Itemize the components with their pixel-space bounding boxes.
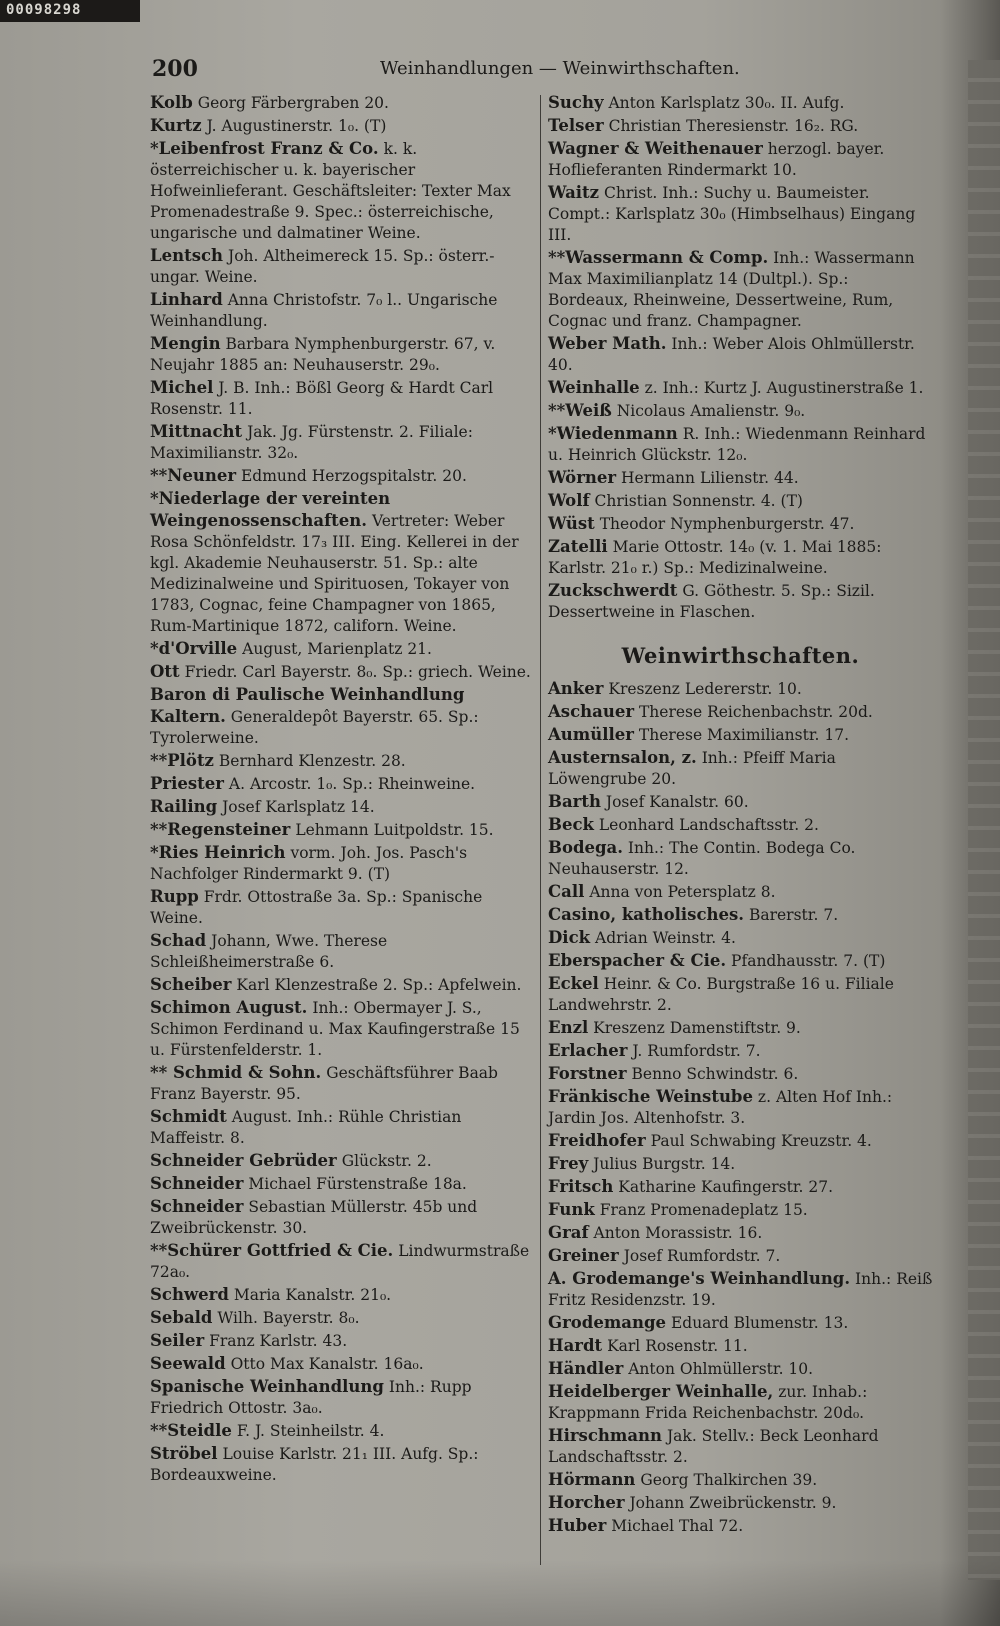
entry-name: Scheiber [150, 975, 232, 994]
entry-name: Wolf [548, 491, 590, 510]
entry-details: Christian Theresienstr. 16₂. RG. [608, 117, 859, 135]
directory-entry [548, 950, 933, 972]
directory-entry [548, 1130, 933, 1152]
directory-entry [548, 1469, 933, 1491]
entry-name: Zatelli [548, 537, 608, 556]
entry-details: Julius Burgstr. 14. [593, 1155, 736, 1173]
entry-name: Casino, katholisches. [548, 905, 745, 924]
entry-name: Wagner & Weithenauer [548, 139, 763, 158]
directory-entry [150, 638, 535, 660]
entry-name: *Ries Heinrich [150, 843, 286, 862]
entry-name: Spanische Weinhandlung [150, 1377, 384, 1396]
entry-name: Schimon August. [150, 998, 308, 1017]
entry-details: Josef Kanalstr. 60. [605, 793, 749, 811]
entry-details: z. Inh.: Kurtz J. Augustinerstraße 1. [644, 379, 924, 397]
entry-name: **Regensteiner [150, 820, 291, 839]
entry-name: Aschauer [548, 702, 635, 721]
directory-entry [150, 974, 535, 996]
weinwirthschaften-entries [548, 678, 933, 1537]
directory-entry [150, 138, 535, 244]
entry-details: Inh.: Wassermann Max Maximilianplatz 14 (Dultpl.). Sp.: Bordeaux, Rheinweine, Dessertweine, Rum, Cognac und franz. Champagner. [548, 249, 915, 330]
directory-entry [548, 1381, 933, 1424]
directory-entry [548, 1358, 933, 1380]
entry-details: G. Göthestr. 5. Sp.: Sizil. Dessertweine in Flaschen. [548, 582, 875, 621]
entry-details: Vertreter: Weber Rosa Schönfeldstr. 17₃ III. Eing. Kellerei in der kgl. Akademie Neuhauserstr. 51. Sp.: alte Medizinalweine und Spirituosen, Tokayer von 1783, Cognac, feine Champagner von 1865, Rum-Martinique 1872, californ. Weine. [150, 512, 519, 635]
entry-name: Greiner [548, 1246, 619, 1265]
entry-details: Georg Färbergraben 20. [197, 94, 389, 112]
column-divider [540, 95, 541, 1565]
directory-entry [150, 289, 535, 332]
directory-entry [150, 796, 535, 818]
directory-entry [548, 467, 933, 489]
directory-entry [150, 245, 535, 288]
directory-entry [150, 773, 535, 795]
entry-details: zur. Inhab.: Krappmann Frida Reichenbachstr. 20d₀. [548, 1383, 868, 1422]
directory-entry [150, 1330, 535, 1352]
directory-entry [150, 661, 535, 683]
entry-details: J. Augustinerstr. 1₀. (T) [206, 117, 387, 135]
directory-entry [548, 927, 933, 949]
entry-name: Austernsalon, z. [548, 748, 697, 767]
directory-entry [548, 1153, 933, 1175]
entry-name: **Steidle [150, 1421, 232, 1440]
entry-name: Mengin [150, 334, 221, 353]
entry-name: Ott [150, 662, 180, 681]
entry-name: Erlacher [548, 1041, 628, 1060]
entry-name: *d'Orville [150, 639, 238, 658]
entry-details: Inh.: Rupp Friedrich Ottostr. 3a₀. [150, 1378, 472, 1417]
entry-name: Grodemange [548, 1313, 667, 1332]
entry-details: Karl Klenzestraße 2. Sp.: Apfelwein. [236, 976, 522, 994]
page-number: 200 [152, 56, 198, 82]
directory-entry [548, 513, 933, 535]
entry-details: Michael Fürstenstraße 18a. [248, 1175, 467, 1193]
entry-details: Johann, Wwe. Therese Schleißheimerstraße 6. [150, 932, 388, 971]
entry-name: *Leibenfrost Franz & Co. [150, 139, 379, 158]
entry-name: Beck [548, 815, 594, 834]
entry-name: Bodega. [548, 838, 623, 857]
directory-entry [548, 1086, 933, 1129]
entry-details: Inh.: Reiß Fritz Residenzstr. 19. [548, 1270, 933, 1309]
entry-details: Benno Schwindstr. 6. [631, 1065, 799, 1083]
entry-name: Eckel [548, 974, 599, 993]
entry-details: Pfandhausstr. 7. (T) [731, 952, 886, 970]
entry-name: Railing [150, 797, 218, 816]
entry-name: **Plötz [150, 751, 214, 770]
right-column [548, 92, 933, 1538]
right-column-entries [548, 92, 933, 623]
directory-entry [548, 1312, 933, 1334]
entry-details: Frdr. Ottostraße 3a. Sp.: Spanische Weine. [150, 888, 483, 927]
entry-name: Weinhalle [548, 378, 640, 397]
entry-name: Ströbel [150, 1444, 218, 1463]
directory-entry [548, 791, 933, 813]
entry-name: Michel [150, 378, 214, 397]
entry-name: *Niederlage der vereinten Weingenossenschaften. [150, 489, 391, 530]
directory-entry [548, 377, 933, 399]
entry-details: k. k. österreichischer u. k. bayerischer Hofweinlieferant. Geschäftsleiter: Texter Max Promenadestraße 9. Spec.: österreichische, ungarische und dalmatiner Weine. [150, 140, 511, 242]
entry-name: Schad [150, 931, 207, 950]
entry-name: Freidhofer [548, 1131, 646, 1150]
entry-details: Marie Ottostr. 14₀ (v. 1. Mai 1885: Karlstr. 21₀ r.) Sp.: Medizinalweine. [548, 538, 882, 577]
entry-details: Karl Rosenstr. 11. [607, 1337, 748, 1355]
directory-entry [548, 1335, 933, 1357]
entry-name: Funk [548, 1200, 595, 1219]
entry-details: R. Inh.: Wiedenmann Reinhard u. Heinrich Glückstr. 12₀. [548, 425, 926, 464]
entry-details: Lindwurmstraße 72a₀. [150, 1242, 530, 1281]
directory-entry [150, 92, 535, 114]
entry-details: August, Marienplatz 21. [242, 640, 432, 658]
entry-details: Adrian Weinstr. 4. [595, 929, 736, 947]
directory-entry [150, 465, 535, 487]
directory-entry [548, 881, 933, 903]
entry-name: Rupp [150, 887, 199, 906]
entry-name: Kurtz [150, 116, 202, 135]
entry-name: Seiler [150, 1331, 205, 1350]
entry-details: Inh.: Weber Alois Ohlmüllerstr. 40. [548, 335, 915, 374]
entry-name: **Neuner [150, 466, 237, 485]
entry-name: Dick [548, 928, 591, 947]
entry-name: Schmidt [150, 1107, 227, 1126]
directory-entry [150, 1062, 535, 1105]
directory-entry [150, 1420, 535, 1442]
directory-entry [548, 724, 933, 746]
page-shadow [0, 1560, 1000, 1626]
entry-name: Wüst [548, 514, 595, 533]
entry-name: Hardt [548, 1336, 603, 1355]
entry-details: Edmund Herzogspitalstr. 20. [240, 467, 467, 485]
entry-name: Hirschmann [548, 1426, 663, 1445]
directory-entry [548, 333, 933, 376]
entry-name: **Weiß [548, 401, 612, 420]
entry-name: **Wassermann & Comp. [548, 248, 769, 267]
entry-name: Schneider [150, 1197, 244, 1216]
directory-entry [150, 1284, 535, 1306]
directory-entry [150, 930, 535, 973]
entry-details: Georg Thalkirchen 39. [640, 1471, 818, 1489]
entry-details: Anna Christofstr. 7₀ l.. Ungarische Weinhandlung. [150, 291, 498, 330]
entry-name: *Wiedenmann [548, 424, 678, 443]
entry-details: Christ. Inh.: Suchy u. Baumeister. Compt.: Karlsplatz 30₀ (Himbselhaus) Eingang III. [548, 184, 916, 244]
entry-details: Jak. Stellv.: Beck Leonhard Landschaftsstr. 2. [548, 1427, 879, 1466]
entry-details: Maria Kanalstr. 21₀. [233, 1286, 392, 1304]
entry-name: Mittnacht [150, 422, 243, 441]
directory-entry [548, 814, 933, 836]
entry-name: Heidelberger Weinhalle, [548, 1382, 774, 1401]
directory-entry [548, 1040, 933, 1062]
entry-details: Glückstr. 2. [341, 1152, 432, 1170]
entry-details: Louise Karlstr. 21₁ III. Aufg. Sp.: Bordeauxweine. [150, 1445, 479, 1484]
entry-details: Anna von Petersplatz 8. [589, 883, 776, 901]
directory-entry [150, 819, 535, 841]
directory-entry [150, 1353, 535, 1375]
directory-entry [548, 400, 933, 422]
entry-details: Barerstr. 7. [748, 906, 839, 924]
entry-name: Schneider Gebrüder [150, 1151, 337, 1170]
directory-entry [548, 678, 933, 700]
entry-details: Leonhard Landschaftsstr. 2. [598, 816, 819, 834]
directory-entry [150, 1307, 535, 1329]
entry-details: F. J. Steinheilstr. 4. [236, 1422, 385, 1440]
entry-details: A. Arcostr. 1₀. Sp.: Rheinweine. [228, 775, 476, 793]
entry-name: Sebald [150, 1308, 213, 1327]
entry-details: Theodor Nymphenburgerstr. 47. [599, 515, 855, 533]
entry-name: Fränkische Weinstube [548, 1087, 753, 1106]
directory-entry [548, 1425, 933, 1468]
entry-details: Franz Promenadeplatz 15. [599, 1201, 808, 1219]
entry-name: Linhard [150, 290, 223, 309]
directory-entry [150, 1106, 535, 1149]
entry-details: Inh.: Obermayer J. S., Schimon Ferdinand u. Max Kaufingerstraße 15 u. Fürstenfelderstr. 1. [150, 999, 520, 1059]
directory-entry [548, 92, 933, 114]
directory-entry [150, 333, 535, 376]
directory-entry [150, 488, 535, 637]
directory-entry [548, 1492, 933, 1514]
entry-details: Inh.: The Contin. Bodega Co. Neuhauserstr. 12. [548, 839, 856, 878]
entry-name: Seewald [150, 1354, 226, 1373]
entry-details: Anton Morassistr. 16. [593, 1224, 763, 1242]
entry-name: Kolb [150, 93, 193, 112]
entry-name: Horcher [548, 1493, 625, 1512]
entry-details: vorm. Joh. Jos. Pasch's Nachfolger Rindermarkt 9. (T) [150, 844, 468, 883]
directory-entry [548, 536, 933, 579]
directory-entry [548, 490, 933, 512]
directory-entry [548, 1199, 933, 1221]
directory-entry [548, 247, 933, 332]
directory-entry [150, 750, 535, 772]
entry-name: Eberspacher & Cie. [548, 951, 727, 970]
directory-entry [548, 973, 933, 1016]
directory-entry [150, 377, 535, 420]
directory-entry [150, 115, 535, 137]
directory-entry [548, 904, 933, 926]
entry-details: Josef Karlsplatz 14. [222, 798, 375, 816]
directory-entry [548, 1515, 933, 1537]
entry-name: Lentsch [150, 246, 224, 265]
directory-entry [548, 1176, 933, 1198]
entry-details: Christian Sonnenstr. 4. (T) [594, 492, 803, 510]
entry-name: Huber [548, 1516, 607, 1535]
entry-name: **Schürer Gottfried & Cie. [150, 1241, 394, 1260]
entry-name: ** Schmid & Sohn. [150, 1063, 322, 1082]
entry-name: Zuckschwerdt [548, 581, 678, 600]
entry-details: Therese Maximilianstr. 17. [638, 726, 850, 744]
directory-entry [548, 580, 933, 623]
entry-name: Weber Math. [548, 334, 667, 353]
directory-entry [548, 138, 933, 181]
entry-details: Jak. Jg. Fürstenstr. 2. Filiale: Maximilianstr. 32₀. [150, 423, 473, 462]
entry-details: Eduard Blumenstr. 13. [670, 1314, 849, 1332]
directory-entry [150, 997, 535, 1061]
entry-name: Wörner [548, 468, 617, 487]
entry-name: Schwerd [150, 1285, 229, 1304]
directory-entry [150, 1150, 535, 1172]
entry-details: Sebastian Müllerstr. 45b und Zweibrückenstr. 30. [150, 1198, 478, 1237]
entry-details: Johann Zweibrückenstr. 9. [629, 1494, 837, 1512]
entry-details: Michael Thal 72. [611, 1517, 744, 1535]
entry-details: Friedr. Carl Bayerstr. 8₀. Sp.: griech. Weine. [184, 663, 531, 681]
entry-name: Call [548, 882, 585, 901]
directory-entry [150, 1196, 535, 1239]
entry-details: Generaldepôt Bayerstr. 65. Sp.: Tyrolerweine. [150, 708, 479, 747]
entry-details: z. Alten Hof Inh.: Jardin Jos. Altenhofstr. 3. [548, 1088, 893, 1127]
entry-name: Baron di Paulische Weinhandlung Kaltern. [150, 685, 465, 726]
running-head: Weinhandlungen — Weinwirthschaften. [380, 58, 740, 79]
directory-entry [548, 1222, 933, 1244]
entry-name: Aumüller [548, 725, 634, 744]
entry-details: J. B. Inh.: Bößl Georg & Hardt Carl Rosenstr. 11. [150, 379, 494, 418]
section-title: Weinwirthschaften. [621, 643, 860, 668]
entry-name: Graf [548, 1223, 589, 1242]
entry-name: Frey [548, 1154, 589, 1173]
directory-entry [548, 1017, 933, 1039]
entry-name: Fritsch [548, 1177, 614, 1196]
entry-name: Suchy [548, 93, 604, 112]
entry-name: Schneider [150, 1174, 244, 1193]
entry-details: Lehmann Luitpoldstr. 15. [295, 821, 494, 839]
entry-details: Barbara Nymphenburgerstr. 67, v. Neujahr 1885 an: Neuhauserstr. 29₀. [150, 335, 496, 374]
entry-details: Hermann Lilienstr. 44. [621, 469, 799, 487]
entry-details: August. Inh.: Rühle Christian Maffeistr. 8. [150, 1108, 462, 1147]
entry-details: Nicolaus Amalienstr. 9₀. [616, 402, 806, 420]
entry-details: Geschäftsführer Baab Franz Bayerstr. 95. [150, 1064, 498, 1103]
entry-name: Forstner [548, 1064, 627, 1083]
entry-name: Barth [548, 792, 601, 811]
entry-details: Otto Max Kanalstr. 16a₀. [230, 1355, 424, 1373]
left-column [150, 92, 535, 1487]
entry-details: herzogl. bayer. Hoflieferanten Rindermarkt 10. [548, 140, 885, 179]
directory-entry [548, 1245, 933, 1267]
directory-entry [150, 1173, 535, 1195]
entry-name: Enzl [548, 1018, 589, 1037]
entry-details: Heinr. & Co. Burgstraße 16 u. Filiale Landwehrstr. 2. [548, 975, 894, 1014]
directory-entry [548, 701, 933, 723]
directory-entry [548, 1268, 933, 1311]
entry-details: Paul Schwabing Kreuzstr. 4. [650, 1132, 872, 1150]
directory-entry [150, 1240, 535, 1283]
directory-entry [150, 842, 535, 885]
entry-details: Anton Ohlmüllerstr. 10. [628, 1360, 814, 1378]
directory-entry [548, 747, 933, 790]
entry-details: Katharine Kaufingerstr. 27. [618, 1178, 834, 1196]
directory-entry [548, 182, 933, 246]
directory-entry [548, 1063, 933, 1085]
entry-name: Priester [150, 774, 224, 793]
entry-details: Wilh. Bayerstr. 8₀. [217, 1309, 360, 1327]
entry-name: Anker [548, 679, 604, 698]
entry-details: Josef Rumfordstr. 7. [623, 1247, 781, 1265]
entry-details: Therese Reichenbachstr. 20d. [638, 703, 873, 721]
next-page-edge [968, 60, 1000, 1580]
entry-details: J. Rumfordstr. 7. [632, 1042, 761, 1060]
entry-details: Inh.: Pfeiff Maria Löwengrube 20. [548, 749, 836, 788]
entry-name: Telser [548, 116, 604, 135]
entry-details: Bernhard Klenzestr. 28. [218, 752, 406, 770]
entry-name: Hörmann [548, 1470, 636, 1489]
entry-name: A. Grodemange's Weinhandlung. [548, 1269, 851, 1288]
directory-entry [548, 837, 933, 880]
entry-details: Joh. Altheimereck 15. Sp.: österr.-ungar. Weine. [150, 247, 495, 286]
entry-details: Franz Karlstr. 43. [209, 1332, 348, 1350]
directory-entry [548, 423, 933, 466]
entry-name: Händler [548, 1359, 624, 1378]
directory-entry [150, 1443, 535, 1486]
directory-entry [150, 1376, 535, 1419]
scan-id-tag: 00098298 [0, 0, 140, 22]
directory-entry [150, 684, 535, 749]
directory-entry [150, 421, 535, 464]
entry-details: Kreszenz Damenstiftstr. 9. [593, 1019, 801, 1037]
entry-details: Kreszenz Ledererstr. 10. [608, 680, 802, 698]
entry-details: Anton Karlsplatz 30₀. II. Aufg. [608, 94, 845, 112]
directory-entry [548, 115, 933, 137]
entry-name: Waitz [548, 183, 600, 202]
directory-entry [150, 886, 535, 929]
